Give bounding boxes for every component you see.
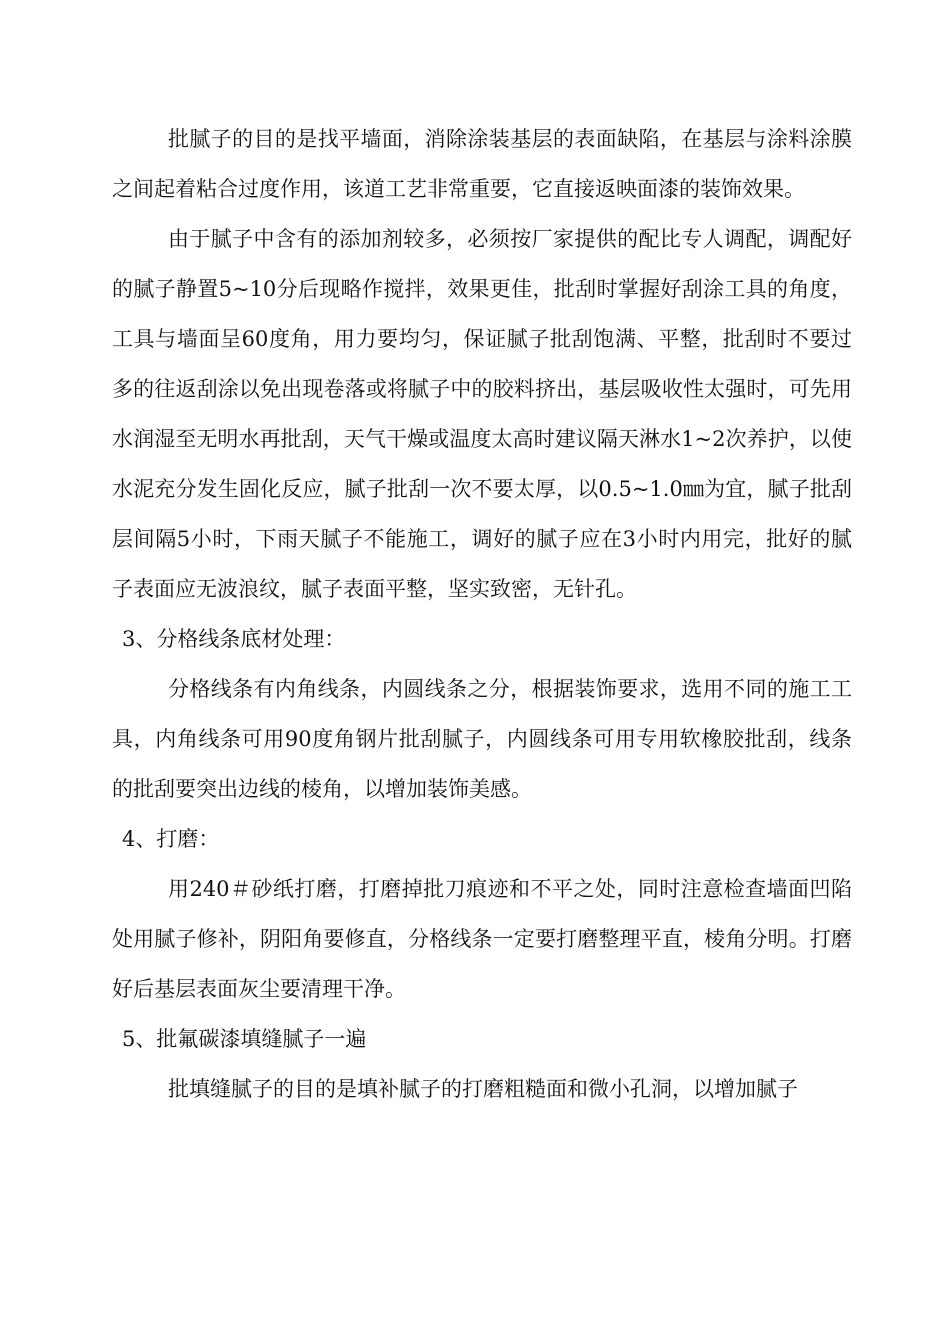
paragraph-sanding: 用240＃砂纸打磨，打磨掉批刀痕迹和不平之处，同时注意检查墙面凹陷处用腻子修补，阴阳角要修直，分格线条一定要打磨整理平直，棱角分明。打磨好后基层表面灰尘要清理干净。: [112, 877, 852, 1001]
heading-section-5: 5、批氟碳漆填缝腻子一遍: [122, 1027, 367, 1051]
paragraph-putty-purpose: 批腻子的目的是找平墙面，消除涂装基层的表面缺陷，在基层与涂料涂膜之间起着粘合过度作用，该道工艺非常重要，它直接返映面漆的装饰效果。: [112, 127, 852, 201]
paragraph-dividing-lines: 分格线条有内角线条，内圆线条之分，根据装饰要求，选用不同的施工工具，内角线条可用90度角钢片批刮腻子，内圆线条可用专用软橡胶批刮，线条的批刮要突出边线的棱角，以增加装饰美感。: [112, 677, 852, 801]
paragraph-putty-mixing: 由于腻子中含有的添加剂较多，必须按厂家提供的配比专人调配，调配好的腻子静置5~10分后现略作搅拌，效果更佳，批刮时掌握好刮涂工具的角度，工具与墙面呈60度角，用力要均匀，保证腻子批刮饱满、平整，批刮时不要过多的往返刮涂以免出现卷落或将腻子中的胶料挤出，基层吸收性太强时，可先用水润湿至无明水再批刮，天气干燥或温度太高时建议隔天淋水1~2次养护，以使水泥充分发生固化反应，腻子批刮一次不要太厚，以0.5~1.0㎜为宜，腻子批刮层间隔5小时，下雨天腻子不能施工，调好的腻子应在3小时内用完，批好的腻子表面应无波浪纹，腻子表面平整，坚实致密，无针孔。: [112, 227, 852, 601]
paragraph-filler-putty: 批填缝腻子的目的是填补腻子的打磨粗糙面和微小孔洞，以增加腻子: [168, 1077, 798, 1101]
heading-section-4: 4、打磨：: [122, 827, 220, 851]
heading-section-3: 3、分格线条底材处理：: [122, 627, 346, 651]
document-page: [112, 114, 852, 1114]
